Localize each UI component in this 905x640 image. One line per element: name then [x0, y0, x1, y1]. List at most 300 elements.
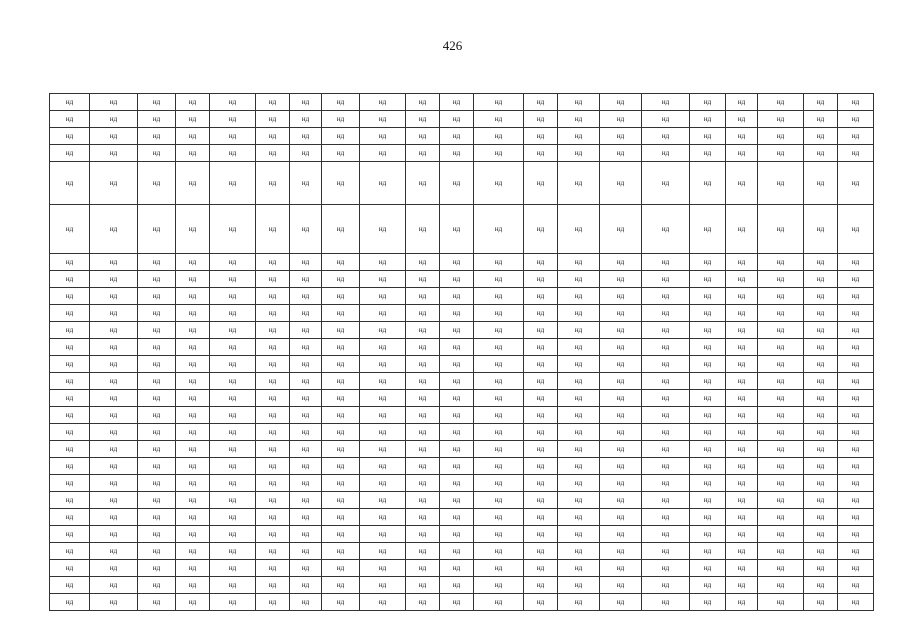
table-cell: нд: [406, 288, 440, 305]
table-cell: нд: [90, 458, 138, 475]
table-cell: нд: [838, 594, 874, 611]
table-cell: нд: [600, 254, 642, 271]
table-cell: нд: [176, 271, 210, 288]
table-cell: нд: [360, 458, 406, 475]
table-row: [50, 271, 874, 288]
table-cell: нд: [290, 475, 322, 492]
table-cell: нд: [726, 356, 758, 373]
table-cell: нд: [838, 322, 874, 339]
table-cell: нд: [804, 577, 838, 594]
table-cell: нд: [524, 271, 558, 288]
table-cell: нд: [804, 339, 838, 356]
table-cell: нд: [176, 526, 210, 543]
table-cell: нд: [642, 577, 690, 594]
table-row: [50, 390, 874, 407]
table-cell: нд: [90, 526, 138, 543]
table-cell: нд: [838, 305, 874, 322]
table-cell: нд: [90, 288, 138, 305]
table-cell: нд: [256, 162, 290, 205]
table-cell: нд: [406, 577, 440, 594]
table-cell: нд: [440, 288, 474, 305]
table-cell: нд: [210, 254, 256, 271]
table-cell: нд: [360, 560, 406, 577]
table-cell: нд: [524, 475, 558, 492]
table-cell: нд: [90, 356, 138, 373]
table-cell: нд: [474, 271, 524, 288]
table-cell: нд: [440, 356, 474, 373]
table-cell: нд: [838, 288, 874, 305]
table-cell: нд: [524, 339, 558, 356]
table-cell: нд: [360, 254, 406, 271]
table-cell: нд: [690, 305, 726, 322]
table-cell: нд: [138, 441, 176, 458]
table-cell: нд: [600, 407, 642, 424]
table-cell: нд: [90, 205, 138, 254]
table-cell: нд: [290, 577, 322, 594]
table-cell: нд: [726, 271, 758, 288]
table-cell: нд: [758, 492, 804, 509]
table-cell: нд: [690, 424, 726, 441]
table-cell: нд: [256, 128, 290, 145]
table-cell: нд: [758, 356, 804, 373]
table-cell: нд: [600, 288, 642, 305]
table-cell: нд: [176, 577, 210, 594]
table-cell: нд: [558, 526, 600, 543]
table-cell: нд: [322, 458, 360, 475]
table-cell: нд: [474, 390, 524, 407]
table-cell: нд: [758, 594, 804, 611]
table-cell: нд: [440, 339, 474, 356]
table-row: [50, 458, 874, 475]
table-cell: нд: [256, 594, 290, 611]
table-cell: нд: [726, 560, 758, 577]
table-cell: нд: [322, 594, 360, 611]
table-cell: нд: [138, 271, 176, 288]
table-cell: нд: [176, 594, 210, 611]
table-cell: нд: [474, 145, 524, 162]
table-cell: нд: [256, 356, 290, 373]
table-cell: нд: [138, 94, 176, 111]
table-cell: нд: [360, 543, 406, 560]
table-cell: нд: [210, 356, 256, 373]
table-cell: нд: [726, 145, 758, 162]
table-cell: нд: [360, 441, 406, 458]
table-cell: нд: [256, 111, 290, 128]
table-cell: нд: [758, 254, 804, 271]
table-cell: нд: [440, 271, 474, 288]
page-number: 426: [442, 38, 463, 53]
table-cell: нд: [726, 441, 758, 458]
table-cell: нд: [524, 162, 558, 205]
table-cell: нд: [758, 390, 804, 407]
table-cell: нд: [406, 475, 440, 492]
table-cell: нд: [322, 475, 360, 492]
table-cell: нд: [440, 390, 474, 407]
table-cell: нд: [176, 492, 210, 509]
table-cell: нд: [600, 128, 642, 145]
table-cell: нд: [256, 492, 290, 509]
table-cell: нд: [360, 205, 406, 254]
table-cell: нд: [290, 441, 322, 458]
table-cell: нд: [804, 305, 838, 322]
table-cell: нд: [138, 322, 176, 339]
table-cell: нд: [558, 577, 600, 594]
table-cell: нд: [758, 339, 804, 356]
table-cell: нд: [290, 322, 322, 339]
table-row: [50, 373, 874, 390]
table-cell: нд: [524, 407, 558, 424]
table-cell: нд: [474, 288, 524, 305]
table-cell: нд: [176, 322, 210, 339]
table-cell: нд: [642, 339, 690, 356]
table-cell: нд: [474, 526, 524, 543]
table-cell: нд: [524, 577, 558, 594]
table-cell: нд: [726, 458, 758, 475]
table-cell: нд: [642, 543, 690, 560]
table-cell: нд: [474, 94, 524, 111]
table-cell: нд: [290, 526, 322, 543]
table-cell: нд: [804, 509, 838, 526]
table-cell: нд: [50, 288, 90, 305]
table-cell: нд: [726, 577, 758, 594]
table-cell: нд: [138, 254, 176, 271]
table-cell: нд: [50, 458, 90, 475]
table-cell: нд: [558, 145, 600, 162]
table-cell: нд: [524, 288, 558, 305]
table-cell: нд: [804, 458, 838, 475]
table-row: [50, 322, 874, 339]
table-cell: нд: [690, 543, 726, 560]
table-cell: нд: [90, 577, 138, 594]
table-cell: нд: [406, 205, 440, 254]
table-cell: нд: [138, 560, 176, 577]
table-cell: нд: [726, 526, 758, 543]
table-cell: нд: [600, 543, 642, 560]
table-cell: нд: [176, 111, 210, 128]
table-cell: нд: [90, 94, 138, 111]
table-cell: нд: [690, 492, 726, 509]
table-cell: нд: [600, 145, 642, 162]
table-cell: нд: [440, 305, 474, 322]
table-cell: нд: [210, 594, 256, 611]
table-cell: нд: [474, 475, 524, 492]
table-cell: нд: [50, 594, 90, 611]
table-cell: нд: [524, 543, 558, 560]
table-cell: нд: [290, 205, 322, 254]
table-cell: нд: [50, 441, 90, 458]
table-cell: нд: [690, 373, 726, 390]
table-cell: нд: [138, 543, 176, 560]
table-cell: нд: [50, 424, 90, 441]
table-cell: нд: [360, 339, 406, 356]
table-body: [50, 94, 874, 611]
table-cell: нд: [90, 475, 138, 492]
table-cell: нд: [138, 577, 176, 594]
table-cell: нд: [524, 94, 558, 111]
table-cell: нд: [690, 94, 726, 111]
table-cell: нд: [50, 145, 90, 162]
table-cell: нд: [642, 458, 690, 475]
table-cell: нд: [474, 424, 524, 441]
table-cell: нд: [322, 390, 360, 407]
table-cell: нд: [804, 145, 838, 162]
table-cell: нд: [642, 475, 690, 492]
table-row: [50, 560, 874, 577]
table-cell: нд: [322, 577, 360, 594]
table-cell: нд: [176, 162, 210, 205]
table-cell: нд: [138, 390, 176, 407]
table-cell: нд: [600, 475, 642, 492]
table-row: [50, 577, 874, 594]
table-cell: нд: [322, 305, 360, 322]
table-cell: нд: [524, 111, 558, 128]
table-cell: нд: [50, 373, 90, 390]
table-cell: нд: [690, 577, 726, 594]
table-cell: нд: [838, 271, 874, 288]
table-cell: нд: [290, 271, 322, 288]
table-cell: нд: [726, 305, 758, 322]
table-cell: нд: [176, 560, 210, 577]
table-cell: нд: [50, 543, 90, 560]
table-cell: нд: [210, 441, 256, 458]
table-cell: нд: [600, 111, 642, 128]
table-cell: нд: [90, 492, 138, 509]
table-cell: нд: [256, 339, 290, 356]
table-cell: нд: [474, 162, 524, 205]
table-cell: нд: [50, 390, 90, 407]
table-cell: нд: [256, 577, 290, 594]
table-cell: нд: [558, 128, 600, 145]
table-row: [50, 475, 874, 492]
table-cell: нд: [290, 94, 322, 111]
table-cell: нд: [256, 458, 290, 475]
table-cell: нд: [406, 162, 440, 205]
table-cell: нд: [642, 94, 690, 111]
table-cell: нд: [290, 458, 322, 475]
table-cell: нд: [642, 111, 690, 128]
table-cell: нд: [758, 458, 804, 475]
table-cell: нд: [524, 305, 558, 322]
table-cell: нд: [600, 458, 642, 475]
table-cell: нд: [600, 594, 642, 611]
table-cell: нд: [804, 111, 838, 128]
table-cell: нд: [838, 390, 874, 407]
table-cell: нд: [600, 390, 642, 407]
table-cell: нд: [440, 441, 474, 458]
table-cell: нд: [138, 475, 176, 492]
table-cell: нд: [360, 162, 406, 205]
table-cell: нд: [642, 305, 690, 322]
table-cell: нд: [406, 407, 440, 424]
table-cell: нд: [690, 356, 726, 373]
table-row: [50, 254, 874, 271]
table-cell: нд: [360, 128, 406, 145]
table-cell: нд: [360, 356, 406, 373]
table-cell: нд: [138, 162, 176, 205]
table-row: [50, 339, 874, 356]
table-cell: нд: [558, 94, 600, 111]
table-cell: нд: [256, 475, 290, 492]
table-cell: нд: [838, 577, 874, 594]
table-cell: нд: [524, 145, 558, 162]
table-cell: нд: [210, 145, 256, 162]
table-cell: нд: [758, 560, 804, 577]
table-cell: нд: [90, 390, 138, 407]
table-cell: нд: [726, 475, 758, 492]
table-cell: нд: [524, 560, 558, 577]
table-cell: нд: [176, 424, 210, 441]
table-cell: нд: [256, 441, 290, 458]
table-cell: нд: [690, 128, 726, 145]
table-cell: нд: [322, 145, 360, 162]
table-cell: нд: [838, 339, 874, 356]
table-cell: нд: [690, 441, 726, 458]
table-cell: нд: [524, 254, 558, 271]
table-cell: нд: [406, 390, 440, 407]
table-cell: нд: [360, 145, 406, 162]
table-cell: нд: [50, 162, 90, 205]
table-cell: нд: [256, 543, 290, 560]
table-cell: нд: [256, 254, 290, 271]
table-cell: нд: [210, 526, 256, 543]
table-cell: нд: [360, 322, 406, 339]
table-cell: нд: [804, 271, 838, 288]
table-cell: нд: [558, 305, 600, 322]
table-cell: нд: [642, 492, 690, 509]
table-cell: нд: [406, 373, 440, 390]
table-cell: нд: [322, 424, 360, 441]
table-cell: нд: [138, 111, 176, 128]
table-cell: нд: [804, 492, 838, 509]
table-cell: нд: [50, 322, 90, 339]
table-cell: нд: [804, 441, 838, 458]
table-cell: нд: [290, 373, 322, 390]
table-cell: нд: [50, 407, 90, 424]
table-cell: нд: [290, 407, 322, 424]
table-cell: нд: [726, 424, 758, 441]
table-cell: нд: [600, 373, 642, 390]
table-cell: нд: [210, 543, 256, 560]
table-cell: нд: [256, 145, 290, 162]
table-cell: нд: [360, 577, 406, 594]
table-cell: нд: [138, 205, 176, 254]
table-cell: нд: [90, 594, 138, 611]
table-cell: нд: [758, 509, 804, 526]
table-cell: нд: [440, 254, 474, 271]
table-cell: нд: [256, 288, 290, 305]
table-cell: нд: [838, 407, 874, 424]
table-cell: нд: [474, 205, 524, 254]
table-cell: нд: [290, 254, 322, 271]
table-cell: нд: [50, 254, 90, 271]
table-cell: нд: [642, 254, 690, 271]
table-cell: нд: [804, 322, 838, 339]
table-cell: нд: [360, 390, 406, 407]
table-cell: нд: [256, 509, 290, 526]
table-cell: нд: [758, 441, 804, 458]
table-cell: нд: [642, 560, 690, 577]
table-row: [50, 441, 874, 458]
table-cell: нд: [406, 492, 440, 509]
table-cell: нд: [210, 577, 256, 594]
table-cell: нд: [838, 424, 874, 441]
table-cell: нд: [838, 356, 874, 373]
table-cell: нд: [474, 373, 524, 390]
table-cell: нд: [322, 543, 360, 560]
table-cell: нд: [90, 145, 138, 162]
table-cell: нд: [290, 424, 322, 441]
table-cell: нд: [322, 162, 360, 205]
table-cell: нд: [90, 254, 138, 271]
table-cell: нд: [600, 305, 642, 322]
table-cell: нд: [90, 509, 138, 526]
data-table: [49, 93, 874, 611]
table-cell: нд: [360, 305, 406, 322]
table-cell: нд: [360, 373, 406, 390]
table-cell: нд: [758, 305, 804, 322]
table-cell: нд: [138, 407, 176, 424]
table-cell: нд: [256, 560, 290, 577]
table-cell: нд: [440, 594, 474, 611]
table-cell: нд: [838, 205, 874, 254]
table-cell: нд: [322, 356, 360, 373]
table-cell: нд: [726, 288, 758, 305]
table-cell: нд: [804, 407, 838, 424]
table-cell: нд: [290, 288, 322, 305]
table-cell: нд: [758, 543, 804, 560]
table-cell: нд: [256, 271, 290, 288]
table-cell: нд: [440, 162, 474, 205]
table-cell: нд: [642, 407, 690, 424]
table-cell: нд: [524, 458, 558, 475]
table-cell: нд: [804, 526, 838, 543]
table-cell: нд: [406, 441, 440, 458]
table-cell: нд: [838, 543, 874, 560]
table-cell: нд: [726, 509, 758, 526]
table-cell: нд: [838, 441, 874, 458]
table-cell: нд: [138, 305, 176, 322]
table-cell: нд: [642, 162, 690, 205]
table-cell: нд: [50, 560, 90, 577]
table-cell: нд: [360, 288, 406, 305]
table-cell: нд: [600, 322, 642, 339]
table-cell: нд: [138, 492, 176, 509]
table-cell: нд: [600, 492, 642, 509]
table-cell: нд: [210, 339, 256, 356]
table-cell: нд: [726, 205, 758, 254]
table-cell: нд: [838, 254, 874, 271]
table-cell: нд: [558, 288, 600, 305]
table-cell: нд: [474, 407, 524, 424]
table-cell: нд: [90, 373, 138, 390]
table-cell: нд: [726, 492, 758, 509]
table-cell: нд: [758, 407, 804, 424]
table-cell: нд: [758, 322, 804, 339]
table-cell: нд: [176, 339, 210, 356]
table-cell: нд: [600, 526, 642, 543]
table-cell: нд: [322, 128, 360, 145]
table-cell: нд: [758, 424, 804, 441]
table-cell: нд: [322, 509, 360, 526]
table-cell: нд: [758, 475, 804, 492]
table-cell: нд: [600, 509, 642, 526]
table-cell: нд: [558, 509, 600, 526]
table-cell: нд: [690, 322, 726, 339]
table-cell: нд: [838, 458, 874, 475]
table-cell: нд: [474, 128, 524, 145]
table-cell: нд: [690, 339, 726, 356]
table-cell: нд: [804, 543, 838, 560]
